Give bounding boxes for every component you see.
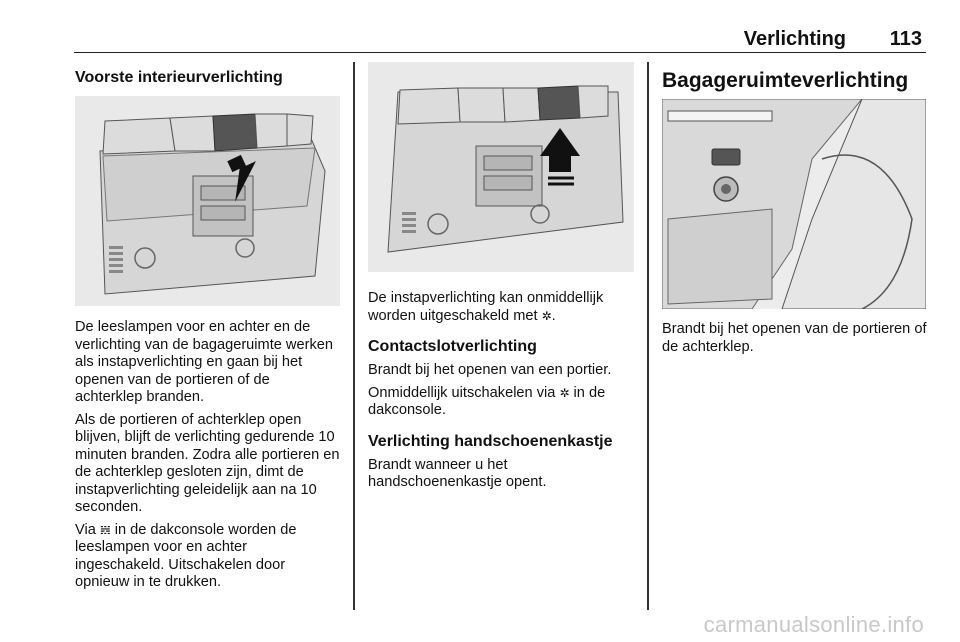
column-2 xyxy=(368,62,634,492)
page-header xyxy=(74,28,926,53)
figure-luggage-compartment xyxy=(662,99,926,309)
section-heading-front-interior-lighting: Voorste interieurverlichting xyxy=(75,69,283,86)
column-divider-2 xyxy=(647,62,649,610)
paragraph-door-lighting: De instapverlichting kan onmiddellijk worden uitgeschakeld met ✲. xyxy=(368,290,604,324)
courtesy-light-off-icon: ✲ xyxy=(541,308,552,323)
figure-door-switch-console xyxy=(368,62,634,272)
reading-light-icon: 𝍁 xyxy=(99,522,111,537)
courtesy-light-off-icon: ✲ xyxy=(559,385,570,400)
column-1 xyxy=(75,62,340,592)
column-3 xyxy=(662,62,928,356)
chapter-title: Verlichting xyxy=(743,28,846,50)
column-divider-1 xyxy=(353,62,355,610)
paragraph-1: De leeslampen voor en achter en de verlichting van de bagageruimte werken als instapverlichting en gaan bij het openen van de portieren of de achterklep branden. xyxy=(75,319,333,405)
paragraph-2: Als de portieren of achterklep open blijven, blijft de verlichting gedurende 10 minuten branden. Zodra alle portieren en de achterklep gesloten zijn, dimt de instapverlichting geleidelijk aan na 10 seconden. xyxy=(75,411,340,515)
watermark: carmanualsonline.info xyxy=(703,612,924,637)
paragraph-glovebox: Brandt wanneer u het handschoenenkastje opent. xyxy=(368,456,547,490)
paragraph-luggage: Brandt bij het openen van de portieren of de achterklep. xyxy=(662,321,927,355)
section-heading-luggage-lighting: Bagageruimteverlichting xyxy=(662,69,909,92)
page-number: 113 xyxy=(889,28,922,50)
figure-front-console xyxy=(75,96,340,306)
paragraph-ignition-1: Brandt bij het openen van een portier. xyxy=(368,362,612,378)
section-heading-ignition-lighting: Contactslotverlichting xyxy=(368,338,537,355)
paragraph-3: Via 𝍁 in de dakconsole worden de leeslampen voor en achter ingeschakeld. Uitschakelen door opnieuw in te drukken. xyxy=(75,521,297,590)
paragraph-ignition-2: Onmiddellijk uitschakelen via ✲ in de dakconsole. xyxy=(368,384,606,418)
section-heading-glovebox-lighting: Verlichting handschoenenkastje xyxy=(368,432,613,450)
